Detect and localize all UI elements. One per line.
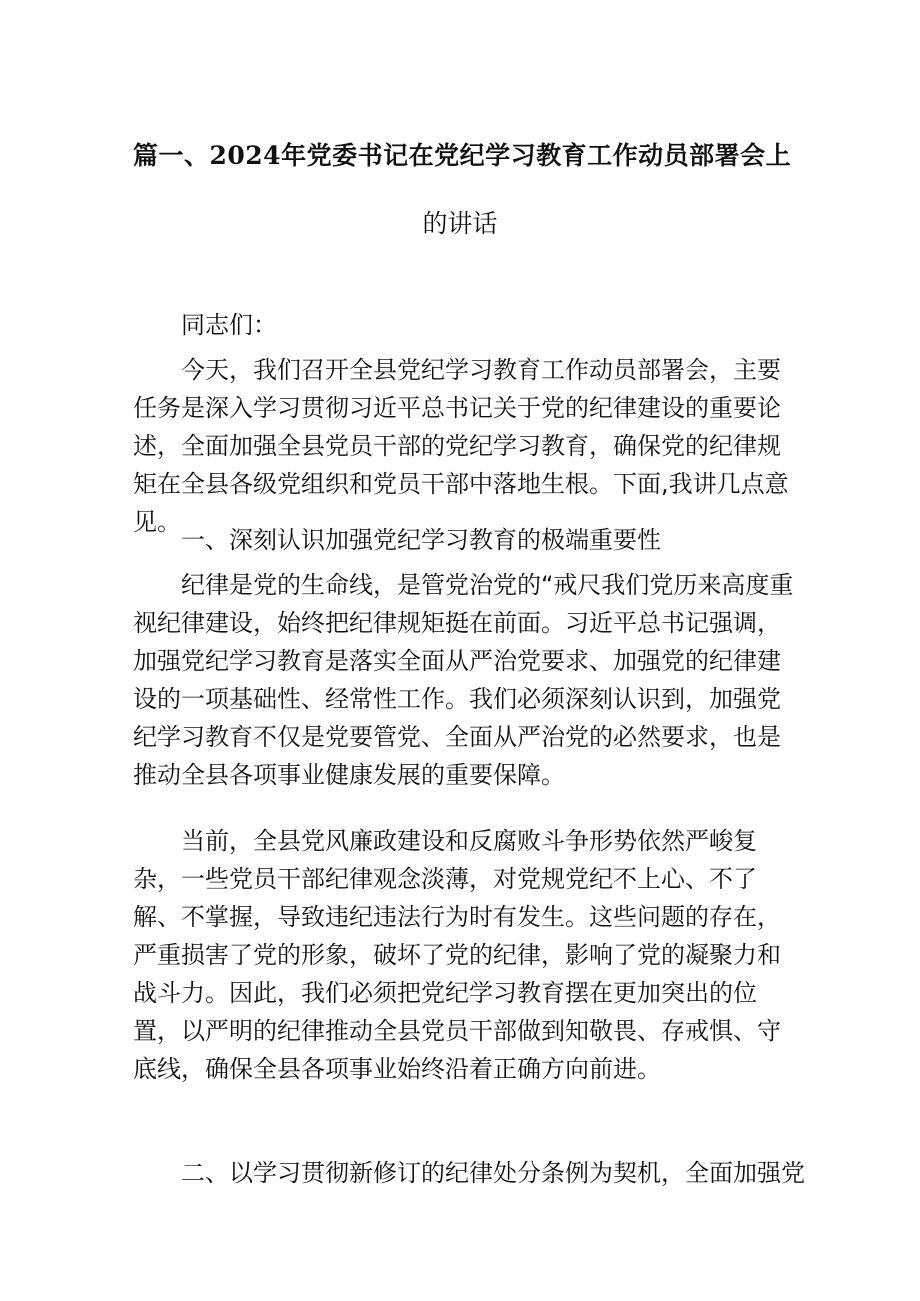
document-title-line-2: 的讲话 — [422, 209, 498, 238]
greeting: 同志们： — [181, 311, 277, 339]
paragraph-current-situation: 当前，全县党风廉政建设和反腐败斗争形势依然严峻复杂，一些党员干部纪律观念淡薄，对党规党纪不上心、不了解、不掌握，导致违纪违法行为时有发生。这些问题的存在，严重损害了党的形象，破坏了党的纪律，影响了党的凝聚力和战斗力。因此，我们必须把党纪学习教育摆在更加突出的位置，以严明的纪律推动全县党员干部做到知敬畏、存戒惧、守底线，确保全县各项事业始终沿着正确方向前进。 — [133, 827, 781, 1083]
section-heading-1: 一、深刻认识加强党纪学习教育的极端重要性 — [181, 526, 661, 554]
paragraph-discipline-importance: 纪律是党的生命线，是管党治党的“戒尺我们党历来高度重视纪律建设，始终把纪律规矩挺在前面。习近平总书记强调，加强党纪学习教育是落实全面从严治党要求、加强党的纪律建设的一项基础性、经常性工作。我们必须深刻认识到，加强党纪学习教育不仅是党要管党、全面从严治党的必然要求，也是推动全县各项事业健康发展的重要保障。 — [133, 571, 794, 789]
section-heading-2: 二、以学习贯彻新修订的纪律处分条例为契机，全面加强党 — [181, 1159, 805, 1187]
document-title-line-1: 篇一、2024年党委书记在党纪学习教育工作动员部署会上 — [133, 141, 792, 170]
paragraph-intro: 今天，我们召开全县党纪学习教育工作动员部署会，主要任务是深入学习贯彻习近平总书记关于党的纪律建设的重要论述，全面加强全县党员干部的党纪学习教育，确保党的纪律规矩在全县各级党组织和党员干部中落地生根。下面,我讲几点意见。 — [133, 356, 789, 536]
